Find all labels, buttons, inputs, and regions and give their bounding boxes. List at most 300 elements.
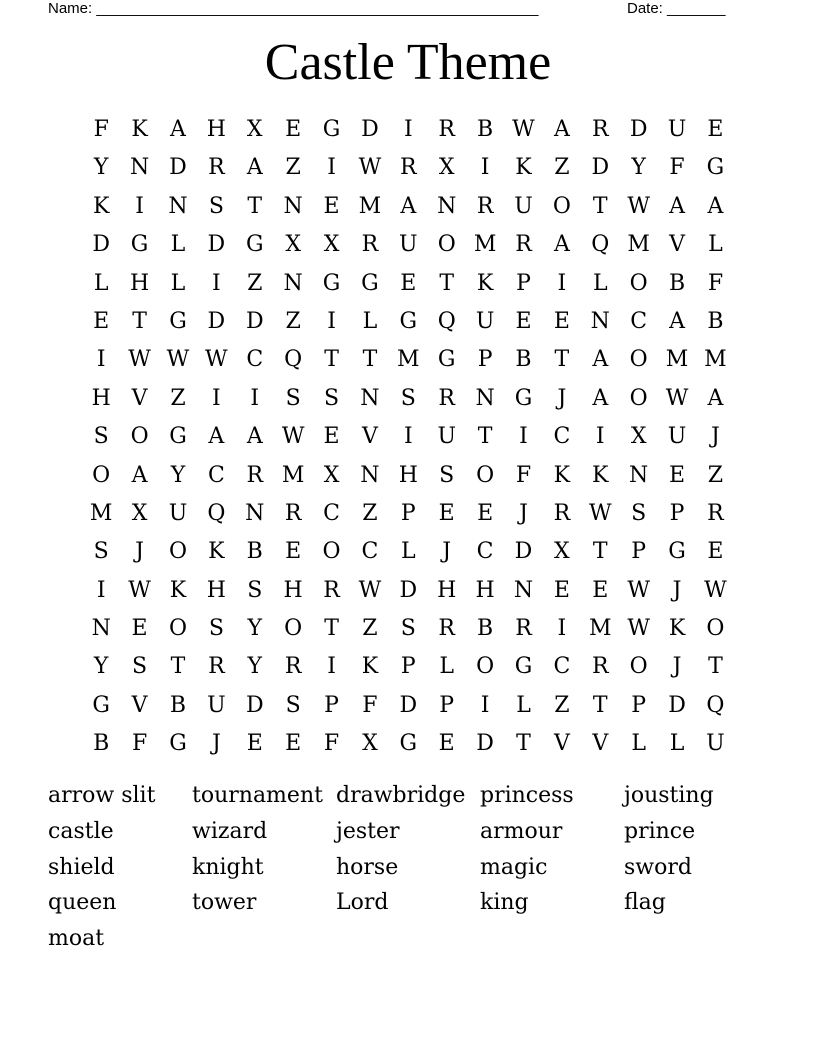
grid-cell: Z xyxy=(170,385,186,411)
grid-row xyxy=(82,495,735,533)
grid-cell: T xyxy=(592,692,608,718)
grid-cell: I xyxy=(403,117,413,142)
grid-cell: N xyxy=(283,270,303,296)
grid-cell: P xyxy=(400,500,416,526)
grid-cell: E xyxy=(553,577,570,603)
grid-cell: O xyxy=(476,462,495,488)
grid-cell: W xyxy=(128,347,151,373)
grid-cell: Z xyxy=(554,155,570,181)
grid-cell: E xyxy=(323,424,340,450)
grid-row xyxy=(82,265,735,303)
grid-cell: H xyxy=(475,577,495,603)
grid-cell: C xyxy=(553,654,571,680)
grid-cell: L xyxy=(170,232,186,258)
grid-cell: V xyxy=(669,232,685,258)
grid-cell: P xyxy=(439,692,455,718)
grid-cell: L xyxy=(170,270,186,296)
grid-cell: Y xyxy=(247,616,263,642)
grid-cell: G xyxy=(361,270,379,296)
grid-cell: R xyxy=(400,155,417,181)
grid-cell: F xyxy=(669,155,685,181)
grid-cell: R xyxy=(284,500,302,526)
grid-cell: R xyxy=(476,193,494,219)
grid-cell: U xyxy=(475,308,495,334)
grid-cell: J xyxy=(672,654,682,680)
grid-cell: M xyxy=(704,347,727,373)
grid-cell: U xyxy=(437,424,456,450)
grid-cell: R xyxy=(591,654,609,680)
grid-cell: I xyxy=(96,347,106,373)
grid-cell: E xyxy=(438,731,455,757)
grid-cell: A xyxy=(707,193,724,219)
grid-cell: H xyxy=(206,117,226,142)
grid-cell: W xyxy=(358,155,382,181)
grid-cell: T xyxy=(132,308,147,334)
grid-cell: N xyxy=(475,385,495,411)
grid-cell: D xyxy=(399,692,418,718)
grid-cell: F xyxy=(93,117,109,142)
grid-cell: N xyxy=(91,616,111,642)
grid-cell: A xyxy=(170,117,186,142)
word-list-item: castle xyxy=(48,818,114,844)
grid-cell: F xyxy=(515,462,532,488)
grid-cell: D xyxy=(591,155,610,181)
grid-cell: T xyxy=(554,347,570,373)
word-list-item: princess xyxy=(480,783,574,808)
grid-cell: I xyxy=(96,577,106,603)
grid-cell: Z xyxy=(362,500,378,526)
grid-cell: I xyxy=(403,424,413,450)
grid-cell: N xyxy=(513,577,534,603)
grid-cell: I xyxy=(480,155,490,181)
word-list xyxy=(48,778,768,957)
grid-cell: L xyxy=(631,731,646,757)
grid-cell: G xyxy=(92,692,110,718)
grid-row xyxy=(82,111,735,149)
grid-cell: C xyxy=(323,500,340,526)
grid-cell: K xyxy=(553,462,571,488)
grid-cell: V xyxy=(131,692,148,718)
grid-cell: W xyxy=(281,424,305,450)
grid-cell: Q xyxy=(591,232,610,258)
grid-cell: L xyxy=(708,232,723,258)
grid-row xyxy=(82,226,735,264)
grid-cell: B xyxy=(246,539,263,565)
grid-cell: D xyxy=(207,308,226,334)
grid-row xyxy=(82,648,735,686)
grid-cell: F xyxy=(362,692,378,718)
grid-cell: L xyxy=(516,692,531,718)
grid-cell: G xyxy=(706,155,725,181)
grid-cell: A xyxy=(669,193,685,219)
grid-cell: O xyxy=(706,616,725,642)
grid-cell: Z xyxy=(247,270,263,296)
word-list-item: tournament xyxy=(192,783,323,808)
grid-cell: D xyxy=(668,692,686,718)
grid-cell: I xyxy=(480,692,490,718)
grid-row xyxy=(82,341,735,379)
grid-cell: N xyxy=(437,193,457,219)
grid-cell: A xyxy=(246,424,263,450)
grid-cell: D xyxy=(514,539,533,565)
grid-cell: L xyxy=(669,731,685,757)
grid-cell: R xyxy=(438,616,455,642)
word-list-item: moat xyxy=(48,926,105,952)
grid-cell: G xyxy=(169,308,187,334)
grid-cell: A xyxy=(669,308,685,334)
grid-cell: U xyxy=(514,193,533,219)
grid-cell: D xyxy=(399,577,418,603)
grid-cell: O xyxy=(322,539,341,565)
grid-cell: E xyxy=(553,308,570,334)
grid-cell: H xyxy=(398,462,418,488)
grid-cell: J xyxy=(135,539,144,565)
grid-cell: T xyxy=(362,347,378,373)
word-list-item: Lord xyxy=(336,890,389,916)
grid-cell: G xyxy=(322,117,341,142)
grid-cell: I xyxy=(327,155,336,181)
grid-cell: A xyxy=(707,385,724,411)
grid-row xyxy=(82,149,735,187)
word-list-item: queen xyxy=(48,890,117,916)
grid-cell: T xyxy=(439,270,455,296)
grid-cell: S xyxy=(93,424,109,450)
grid-cell: H xyxy=(437,577,457,603)
grid-cell: C xyxy=(476,539,494,565)
grid-cell: O xyxy=(476,654,495,680)
grid-cell: L xyxy=(362,308,378,334)
grid-cell: I xyxy=(327,308,336,334)
grid-row xyxy=(82,303,735,341)
word-list-item: tower xyxy=(192,890,257,916)
grid-cell: O xyxy=(629,385,648,411)
grid-cell: K xyxy=(361,654,379,680)
grid-row xyxy=(82,725,735,763)
grid-cell: E xyxy=(438,500,455,526)
grid-cell: X xyxy=(323,232,340,258)
grid-cell: V xyxy=(553,731,570,757)
grid-cell: G xyxy=(668,539,686,565)
grid-cell: H xyxy=(91,385,111,411)
grid-cell: E xyxy=(93,308,110,334)
grid-cell: E xyxy=(323,193,340,219)
word-list-item: armour xyxy=(480,818,563,844)
grid-cell: V xyxy=(361,424,378,450)
grid-cell: I xyxy=(212,270,221,296)
grid-cell: X xyxy=(131,500,148,526)
grid-cell: Z xyxy=(554,692,570,718)
grid-cell: N xyxy=(283,193,303,219)
grid-cell: W xyxy=(588,500,612,526)
grid-cell: N xyxy=(360,385,380,411)
grid-cell: N xyxy=(168,193,188,219)
date-field-label: Date: _______ xyxy=(627,0,726,17)
grid-cell: R xyxy=(208,155,225,181)
grid-cell: O xyxy=(552,193,571,219)
grid-cell: K xyxy=(131,117,148,142)
grid-cell: V xyxy=(592,731,609,757)
grid-cell: L xyxy=(401,539,416,565)
grid-cell: G xyxy=(437,347,456,373)
grid-cell: D xyxy=(245,308,264,334)
grid-cell: O xyxy=(168,539,187,565)
grid-cell: Q xyxy=(207,500,226,526)
grid-cell: C xyxy=(207,462,225,488)
grid-cell: I xyxy=(557,616,567,642)
grid-cell: J xyxy=(442,539,452,565)
grid-cell: U xyxy=(706,731,725,757)
word-list-item: drawbridge xyxy=(336,783,466,808)
grid-row xyxy=(82,533,735,571)
grid-cell: M xyxy=(473,232,497,258)
grid-cell: I xyxy=(212,385,221,411)
grid-cell: E xyxy=(669,462,686,488)
grid-cell: H xyxy=(283,577,303,603)
grid-cell: U xyxy=(399,232,418,258)
grid-cell: Y xyxy=(247,654,263,680)
grid-cell: T xyxy=(247,193,263,219)
grid-cell: S xyxy=(285,692,301,718)
grid-cell: J xyxy=(211,731,221,757)
grid-cell: O xyxy=(130,424,149,450)
letter-grid xyxy=(82,111,735,764)
grid-cell: X xyxy=(323,462,340,488)
word-list-item: wizard xyxy=(192,818,268,844)
grid-cell: D xyxy=(361,117,379,142)
grid-row xyxy=(82,457,735,495)
grid-cell: P xyxy=(400,654,416,680)
word-list-item: magic xyxy=(480,854,548,880)
grid-cell: M xyxy=(358,193,382,219)
grid-cell: W xyxy=(665,385,689,411)
grid-cell: A xyxy=(553,117,570,142)
grid-cell: R xyxy=(591,117,609,142)
grid-cell: E xyxy=(285,731,302,757)
grid-cell: S xyxy=(400,385,416,411)
grid-cell: Y xyxy=(631,155,646,181)
grid-cell: I xyxy=(250,385,260,411)
grid-cell: E xyxy=(707,539,724,565)
grid-cell: U xyxy=(207,692,226,718)
grid-cell: I xyxy=(595,424,605,450)
grid-cell: Y xyxy=(93,155,109,181)
grid-row xyxy=(82,380,735,418)
grid-cell: L xyxy=(93,270,109,296)
grid-cell: N xyxy=(360,462,380,488)
grid-row xyxy=(82,610,735,648)
grid-cell: I xyxy=(135,193,144,219)
grid-cell: R xyxy=(284,654,302,680)
grid-cell: O xyxy=(629,270,648,296)
grid-cell: T xyxy=(324,616,339,642)
grid-cell: G xyxy=(130,232,149,258)
grid-cell: Q xyxy=(706,692,725,718)
grid-cell: E xyxy=(515,308,532,334)
grid-cell: P xyxy=(516,270,531,296)
grid-cell: M xyxy=(589,616,612,642)
grid-cell: K xyxy=(592,462,609,488)
grid-cell: H xyxy=(129,270,150,296)
grid-cell: R xyxy=(438,117,455,142)
grid-cell: N xyxy=(129,155,150,181)
grid-cell: U xyxy=(168,500,188,526)
name-field-label: Name: _____________________________________________________ xyxy=(48,0,539,17)
grid-cell: A xyxy=(592,347,609,373)
grid-cell: C xyxy=(553,424,571,450)
grid-cell: X xyxy=(438,155,455,181)
grid-cell: N xyxy=(590,308,610,334)
grid-cell: T xyxy=(592,193,608,219)
grid-cell: X xyxy=(630,424,647,450)
grid-cell: B xyxy=(477,117,494,142)
grid-cell: T xyxy=(324,347,339,373)
grid-cell: B xyxy=(477,616,494,642)
grid-cell: M xyxy=(665,347,689,373)
grid-cell: F xyxy=(131,731,148,757)
grid-cell: R xyxy=(246,462,264,488)
grid-cell: T xyxy=(708,654,723,680)
grid-cell: W xyxy=(627,616,650,642)
grid-cell: S xyxy=(208,616,224,642)
grid-cell: E xyxy=(400,270,417,296)
grid-cell: D xyxy=(245,692,264,718)
grid-cell: R xyxy=(553,500,571,526)
grid-cell: W xyxy=(166,347,190,373)
grid-cell: L xyxy=(592,270,608,296)
grid-cell: G xyxy=(514,385,533,411)
grid-cell: R xyxy=(361,232,379,258)
grid-cell: C xyxy=(246,347,264,373)
grid-cell: D xyxy=(92,232,111,258)
grid-cell: X xyxy=(554,539,570,565)
grid-cell: S xyxy=(132,654,148,680)
grid-cell: P xyxy=(477,347,493,373)
grid-cell: G xyxy=(169,731,187,757)
grid-cell: G xyxy=(322,270,341,296)
word-list-item: king xyxy=(480,890,529,916)
grid-cell: E xyxy=(285,117,302,142)
grid-cell: X xyxy=(246,117,263,142)
grid-cell: E xyxy=(592,577,609,603)
grid-cell: R xyxy=(515,616,532,642)
grid-cell: B xyxy=(93,731,110,757)
grid-cell: U xyxy=(667,424,687,450)
grid-cell: F xyxy=(323,731,340,757)
grid-cell: O xyxy=(437,232,456,258)
grid-cell: R xyxy=(438,385,455,411)
word-list-item: prince xyxy=(624,818,696,844)
worksheet-header xyxy=(48,0,748,20)
grid-cell: Y xyxy=(93,654,109,680)
grid-cell: W xyxy=(627,577,650,603)
grid-cell: S xyxy=(439,462,455,488)
grid-cell: D xyxy=(207,232,226,258)
grid-cell: H xyxy=(206,577,226,603)
grid-cell: R xyxy=(323,577,340,603)
grid-cell: P xyxy=(631,692,647,718)
grid-cell: A xyxy=(246,155,263,181)
word-list-item: horse xyxy=(336,854,399,880)
grid-cell: R xyxy=(515,232,532,258)
grid-cell: Y xyxy=(170,462,186,488)
grid-cell: F xyxy=(707,270,724,296)
grid-cell: D xyxy=(629,117,648,142)
grid-cell: W xyxy=(627,193,650,219)
grid-cell: M xyxy=(89,500,113,526)
grid-cell: S xyxy=(400,616,416,642)
word-list-item: knight xyxy=(192,854,264,880)
grid-cell: T xyxy=(477,424,493,450)
grid-cell: K xyxy=(476,270,494,296)
grid-cell: A xyxy=(553,232,570,258)
grid-cell: J xyxy=(672,577,682,603)
grid-cell: J xyxy=(557,385,567,411)
grid-cell: K xyxy=(169,577,187,603)
grid-cell: S xyxy=(247,577,263,603)
grid-cell: I xyxy=(327,654,336,680)
grid-cell: P xyxy=(324,692,339,718)
word-list-item: arrow slit xyxy=(48,783,156,808)
grid-cell: D xyxy=(476,731,494,757)
grid-cell: C xyxy=(361,539,379,565)
grid-cell: O xyxy=(629,654,648,680)
grid-cell: W xyxy=(704,577,727,603)
grid-cell: T xyxy=(592,539,608,565)
grid-cell: Z xyxy=(707,462,724,488)
grid-cell: E xyxy=(246,731,263,757)
grid-cell: A xyxy=(400,193,417,219)
grid-cell: J xyxy=(711,424,720,450)
grid-cell: E xyxy=(131,616,148,642)
grid-cell: Z xyxy=(285,308,301,334)
word-list-item: jousting xyxy=(624,783,714,808)
grid-cell: G xyxy=(169,424,187,450)
grid-cell: A xyxy=(592,385,609,411)
grid-cell: P xyxy=(669,500,685,526)
grid-cell: O xyxy=(168,616,187,642)
grid-cell: S xyxy=(631,500,647,526)
grid-cell: T xyxy=(516,731,531,757)
grid-cell: A xyxy=(208,424,225,450)
grid-row xyxy=(82,418,735,456)
grid-cell: I xyxy=(557,270,567,296)
grid-cell: D xyxy=(169,155,187,181)
grid-cell: M xyxy=(627,232,650,258)
grid-cell: P xyxy=(631,539,647,565)
grid-row xyxy=(82,188,735,226)
grid-cell: U xyxy=(667,117,687,142)
grid-row xyxy=(82,572,735,610)
grid-cell: V xyxy=(131,385,148,411)
grid-cell: O xyxy=(629,347,648,373)
grid-cell: M xyxy=(281,462,305,488)
grid-cell: C xyxy=(630,308,648,334)
grid-cell: O xyxy=(284,616,303,642)
grid-cell: B xyxy=(707,308,724,334)
grid-cell: G xyxy=(399,308,418,334)
word-list-item: shield xyxy=(48,854,115,880)
grid-cell: G xyxy=(245,232,264,258)
grid-cell: I xyxy=(519,424,528,450)
grid-cell: B xyxy=(169,692,187,718)
grid-cell: B xyxy=(515,347,532,373)
grid-cell: N xyxy=(629,462,649,488)
grid-cell: M xyxy=(397,347,420,373)
grid-cell: W xyxy=(128,577,151,603)
grid-cell: K xyxy=(668,616,686,642)
grid-cell: G xyxy=(399,731,418,757)
grid-cell: Z xyxy=(285,155,301,181)
